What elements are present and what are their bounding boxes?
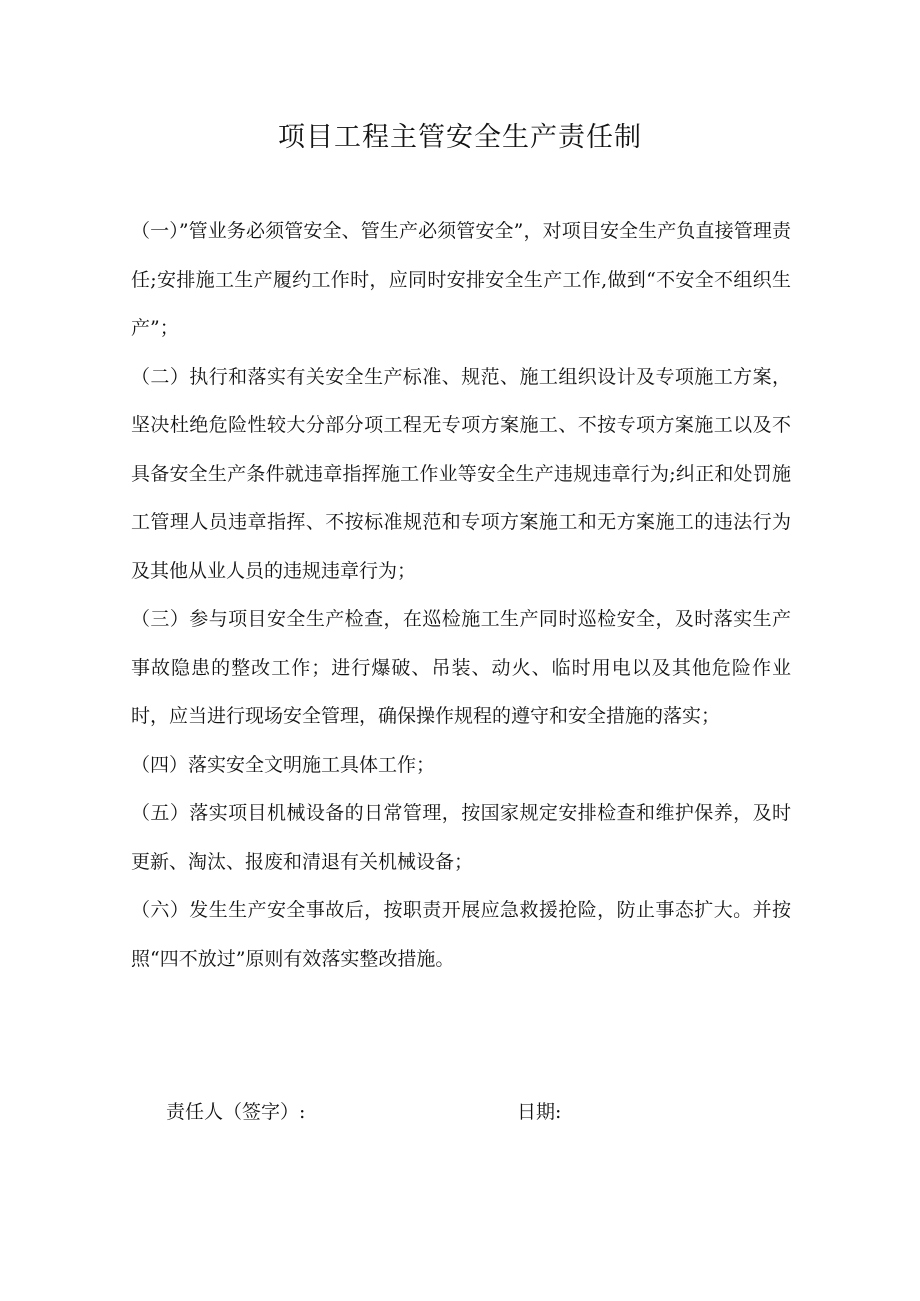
signature-row bbox=[0, 1092, 920, 1132]
signature-label: 责任人（签字）: bbox=[166, 1101, 306, 1123]
paragraph-5: （五）落实项目机械设备的日常管理，按国家规定安排检查和维护保养，及时更新、淘汰、报废和清退有关机械设备； bbox=[131, 802, 791, 873]
document-title: 项目工程主管安全生产责任制 bbox=[278, 122, 642, 153]
date-label: 日期: bbox=[517, 1101, 562, 1123]
paragraph-3: （三）参与项目安全生产检查，在巡检施工生产同时巡检安全，及时落实生产事故隐患的整改工作；进行爆破、吊装、动火、临时用电以及其他危险作业时，应当进行现场安全管理，确保操作规程的遵守和安全措施的落实； bbox=[131, 608, 791, 727]
paragraph-1: （一）”管业务必须管安全、管生产必须管安全”，对项目安全生产负直接管理责任;安排施工生产履约工作时，应同时安排安全生产工作,做到“不安全不组织生产”； bbox=[131, 220, 791, 339]
paragraph-6: （六）发生生产安全事故后，按职责开展应急救援抢险，防止事态扩大。并按照“四不放过”原则有效落实整改措施。 bbox=[131, 899, 791, 970]
document-body bbox=[131, 207, 791, 983]
paragraph-4: （四）落实安全文明施工具体工作； bbox=[131, 753, 436, 776]
paragraph-2: （二）执行和落实有关安全生产标准、规范、施工组织设计及专项施工方案，坚决杜绝危险性较大分部分项工程无专项方案施工、不按专项方案施工以及不具备安全生产条件就违章指挥施工作业等安全生产违规违章行为;纠正和处罚施工管理人员违章指挥、不按标准规范和专项方案施工和无方案施工的违法行为及其他从业人员的违规违章行为； bbox=[131, 365, 791, 582]
